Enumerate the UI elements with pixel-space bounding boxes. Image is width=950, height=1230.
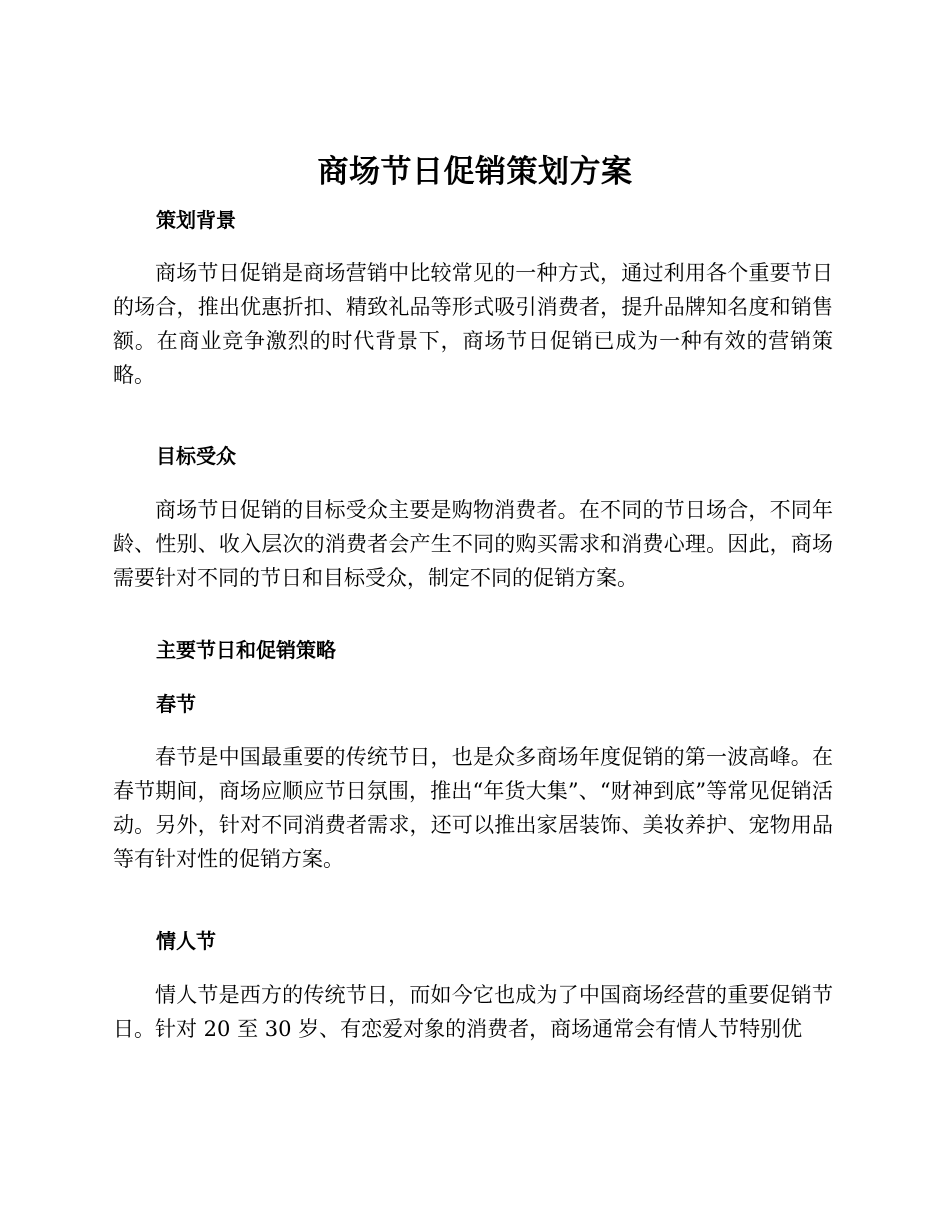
document-title: 商场节日促销策划方案 [317,154,633,190]
section-paragraph-valentines: 情人节是西方的传统节日，而如今它也成为了中国商场经营的重要促销节日。针对 20 至 30 岁、有恋爱对象的消费者，商场通常会有情人节特别优 [113,983,833,1041]
section-heading-valentines: 情人节 [156,929,216,953]
section-heading-audience: 目标受众 [156,444,236,468]
section-paragraph-audience: 商场节日促销的目标受众主要是购物消费者。在不同的节日场合，不同年龄、性别、收入层次的消费者会产生不同的购买需求和消费心理。因此，商场需要针对不同的节日和目标受众，制定不同的促销方案。 [113,498,833,590]
section-heading-background: 策划背景 [156,208,236,232]
section-heading-spring-festival: 春节 [156,692,196,716]
section-paragraph-spring-festival: 春节是中国最重要的传统节日，也是众多商场年度促销的第一波高峰。在春节期间，商场应顺应节日氛围，推出“年货大集”、“财神到底”等常见促销活动。另外，针对不同消费者需求，还可以推出家居装饰、美妆养护、宠物用品等有针对性的促销方案。 [113,745,833,871]
section-heading-strategies: 主要节日和促销策略 [156,638,336,662]
section-paragraph-background: 商场节日促销是商场营销中比较常见的一种方式，通过利用各个重要节日的场合，推出优惠折扣、精致礼品等形式吸引消费者，提升品牌知名度和销售额。在商业竞争激烈的时代背景下，商场节日促销已成为一种有效的营销策略。 [113,261,833,387]
